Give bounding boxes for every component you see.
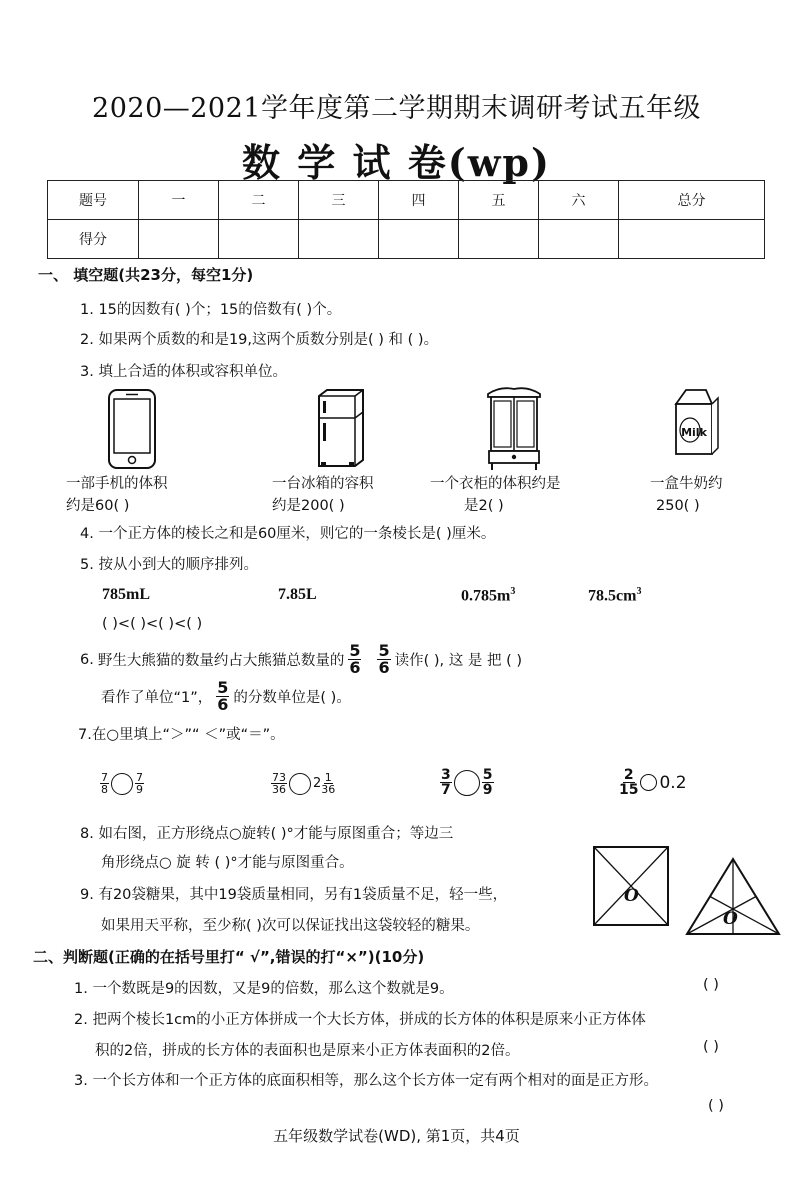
score-cell[interactable] (139, 220, 219, 259)
q3-item-milk-line1: 一盒牛奶约 (650, 476, 723, 492)
s1-q6-line2-b: 的分数单位是( )。 (233, 690, 351, 706)
compare-circle[interactable] (111, 773, 133, 795)
section2-heading: 二、判断题(正确的在括号里打“ √”,错误的打“×”)(10分) (33, 948, 425, 966)
q3-item-phone (66, 473, 168, 517)
score-cell[interactable] (219, 220, 299, 259)
q3-item-wardrobe (430, 473, 561, 517)
q7-1-left-den: 8 (101, 783, 108, 796)
s1-q4: 4. 一个正方体的棱长之和是60厘米，则它的一条棱长是( )厘米。 (80, 526, 496, 542)
compare-circle[interactable] (454, 770, 480, 796)
q6-fraction-3-den: 6 (217, 695, 229, 714)
exam-title: 2020—2021学年度第二学期期末调研考试五年级 (92, 93, 701, 124)
q7-3-left-den: 7 (441, 782, 451, 798)
exam-subtitle: 数 学 试 卷(wp) (242, 140, 551, 185)
s2-q2-line1: 2. 把两个棱长1cm的小正方体拼成一个大长方体，拼成的长方体的体积是原来小正方体体 (74, 1012, 646, 1028)
q3-item-fridge (272, 473, 374, 517)
wardrobe-icon (486, 384, 542, 472)
q5-blanks: ( )<( )<( )<( ) (102, 616, 203, 632)
compare-circle[interactable] (640, 774, 657, 791)
q6-fraction-1-num: 5 (349, 641, 361, 660)
s1-q8-line1: 8. 如右图，正方形绕点○旋转( )°才能与原图重合；等边三 (80, 826, 454, 842)
q7-4-right-value: 0.2 (659, 772, 687, 793)
s1-q6-number: 6. (80, 651, 94, 668)
q7-4-left-den: 15 (619, 782, 639, 798)
q7-compare-3 (440, 768, 494, 797)
s1-q7: 7.在○里填上“＞”“ ＜”或“＝”。 (78, 727, 285, 743)
s1-q3: 3. 填上合适的体积或容积单位。 (80, 364, 287, 380)
q7-4-left-num: 2 (623, 767, 634, 783)
triangle-center-label: O (723, 909, 738, 929)
square-center-label: O (624, 886, 639, 906)
score-cell[interactable] (459, 220, 539, 259)
q7-2-left-den: 36 (272, 783, 286, 796)
phone-icon (107, 388, 157, 470)
q7-2-left-num: 73 (272, 771, 286, 784)
q6-fraction-2 (377, 643, 390, 676)
score-cell[interactable] (619, 220, 765, 259)
score-table-label-question: 题号 (48, 181, 139, 220)
score-table-header-row (48, 181, 765, 220)
q3-item-fridge-line2: 约是200( ) (272, 498, 345, 514)
q6-fraction-2-num: 5 (378, 641, 390, 660)
compare-circle[interactable] (289, 773, 311, 795)
q7-compare-2 (271, 772, 335, 795)
s1-q9-line2: 如果用天平称，至少称( )次可以保证找出这袋较轻的糖果。 (101, 918, 480, 934)
q7-2-right-whole: 2 (313, 776, 322, 791)
q3-item-milk-line2: 250( ) (656, 498, 700, 514)
q3-item-wardrobe-line2: 是2( ) (464, 498, 504, 514)
q6-fraction-3-num: 5 (217, 678, 229, 697)
q5-value-3-sup: 3 (510, 586, 516, 597)
score-table-col-2: 二 (219, 181, 299, 220)
q7-3-right-den: 9 (482, 782, 493, 798)
q7-1-right-num: 7 (136, 771, 143, 784)
milk-carton-icon (668, 388, 720, 458)
q7-2-right (321, 772, 335, 795)
score-cell[interactable] (379, 220, 459, 259)
score-cell[interactable] (299, 220, 379, 259)
q7-compare-1 (100, 772, 144, 795)
q5-value-3-text: 0.785m (461, 587, 511, 605)
triangle-rotation-figure (685, 857, 781, 937)
score-table (47, 180, 765, 259)
q7-3-left (440, 768, 452, 797)
score-table-col-4: 四 (379, 181, 459, 220)
q5-value-3 (461, 586, 515, 605)
s2-q1: 1. 一个数既是9的因数，又是9的倍数，那么这个数就是9。 (74, 981, 454, 997)
q7-3-left-num: 3 (441, 767, 451, 783)
score-table-col-6: 六 (539, 181, 619, 220)
s2-q3-blank[interactable]: ( ) (708, 1098, 724, 1114)
s1-q6-line2-a: 看作了单位“1”， (101, 690, 213, 706)
s1-q9-line1: 9. 有20袋糖果，其中19袋质量相同，另有1袋质量不足，轻一些， (80, 887, 508, 903)
q3-item-phone-line1: 一部手机的体积 (66, 476, 168, 492)
q6-fraction-1 (348, 643, 361, 676)
q7-2-right-num: 1 (324, 771, 332, 784)
q7-1-left-num: 7 (101, 771, 108, 784)
score-table-col-total: 总分 (619, 181, 765, 220)
score-table-col-5: 五 (459, 181, 539, 220)
q5-value-4-sup: 3 (636, 586, 642, 597)
section1-heading: 一、 填空题(共23分，每空1分) (38, 266, 254, 284)
s2-q1-blank[interactable]: ( ) (703, 977, 719, 993)
q5-value-2: 7.85L (278, 586, 317, 603)
q7-3-right-num: 5 (482, 767, 493, 783)
q5-value-4-text: 78.5cm (588, 587, 637, 605)
q3-item-fridge-line1: 一台冰箱的容积 (272, 476, 374, 492)
q5-value-4 (588, 586, 641, 605)
score-table-label-score: 得分 (48, 220, 139, 259)
q3-item-wardrobe-line1: 一个衣柜的体积约是 (430, 476, 561, 492)
s1-q2: 2. 如果两个质数的和是19,这两个质数分别是( ) 和 ( )。 (80, 332, 439, 348)
s1-q6-text-a: 野生大熊猫的数量约占大熊猫总数量的 (97, 653, 345, 669)
s1-q6-text-b: 读作( ), 这 是 把 ( ) (394, 653, 523, 669)
q7-1-right (135, 772, 144, 795)
q7-2-right-den: 36 (321, 783, 336, 796)
q7-1-right-den: 9 (136, 783, 143, 796)
s2-q3: 3. 一个长方体和一个正方体的底面积相等，那么这个长方体一定有两个相对的面是正方形。 (74, 1073, 658, 1089)
score-table-score-row (48, 220, 765, 259)
score-table-col-3: 三 (299, 181, 379, 220)
s2-q2-line2: 积的2倍，拼成的长方体的表面积也是原来小正方体表面积的2倍。 (95, 1043, 520, 1059)
milk-label: Milk (681, 426, 707, 439)
fridge-icon (313, 388, 367, 468)
q6-fraction-3 (216, 680, 229, 713)
q6-fraction-1-den: 6 (349, 658, 361, 677)
q5-value-1: 785mL (102, 586, 150, 603)
s1-q5: 5. 按从小到大的顺序排列。 (80, 557, 258, 573)
q7-2-left (271, 772, 287, 795)
q7-3-right (482, 768, 494, 797)
score-table-col-1: 一 (139, 181, 219, 220)
q7-1-left (100, 772, 109, 795)
q3-item-phone-line2: 约是60( ) (66, 498, 130, 514)
page-footer: 五年级数学试卷(WD), 第1页，共4页 (273, 1127, 520, 1145)
score-cell[interactable] (539, 220, 619, 259)
s1-q8-line2: 角形绕点○ 旋 转 ( )°才能与原图重合。 (101, 855, 354, 871)
square-rotation-figure (592, 845, 670, 929)
q3-item-milk (650, 473, 723, 517)
q7-4-left (619, 768, 638, 797)
q6-fraction-2-den: 6 (378, 658, 390, 677)
s1-q1: 1. 15的因数有( )个；15的倍数有( )个。 (80, 302, 342, 318)
s1-q6-line1 (80, 643, 522, 676)
q7-compare-4 (619, 768, 687, 797)
s1-q6-line2 (101, 680, 351, 713)
s2-q2-blank[interactable]: ( ) (703, 1039, 719, 1055)
